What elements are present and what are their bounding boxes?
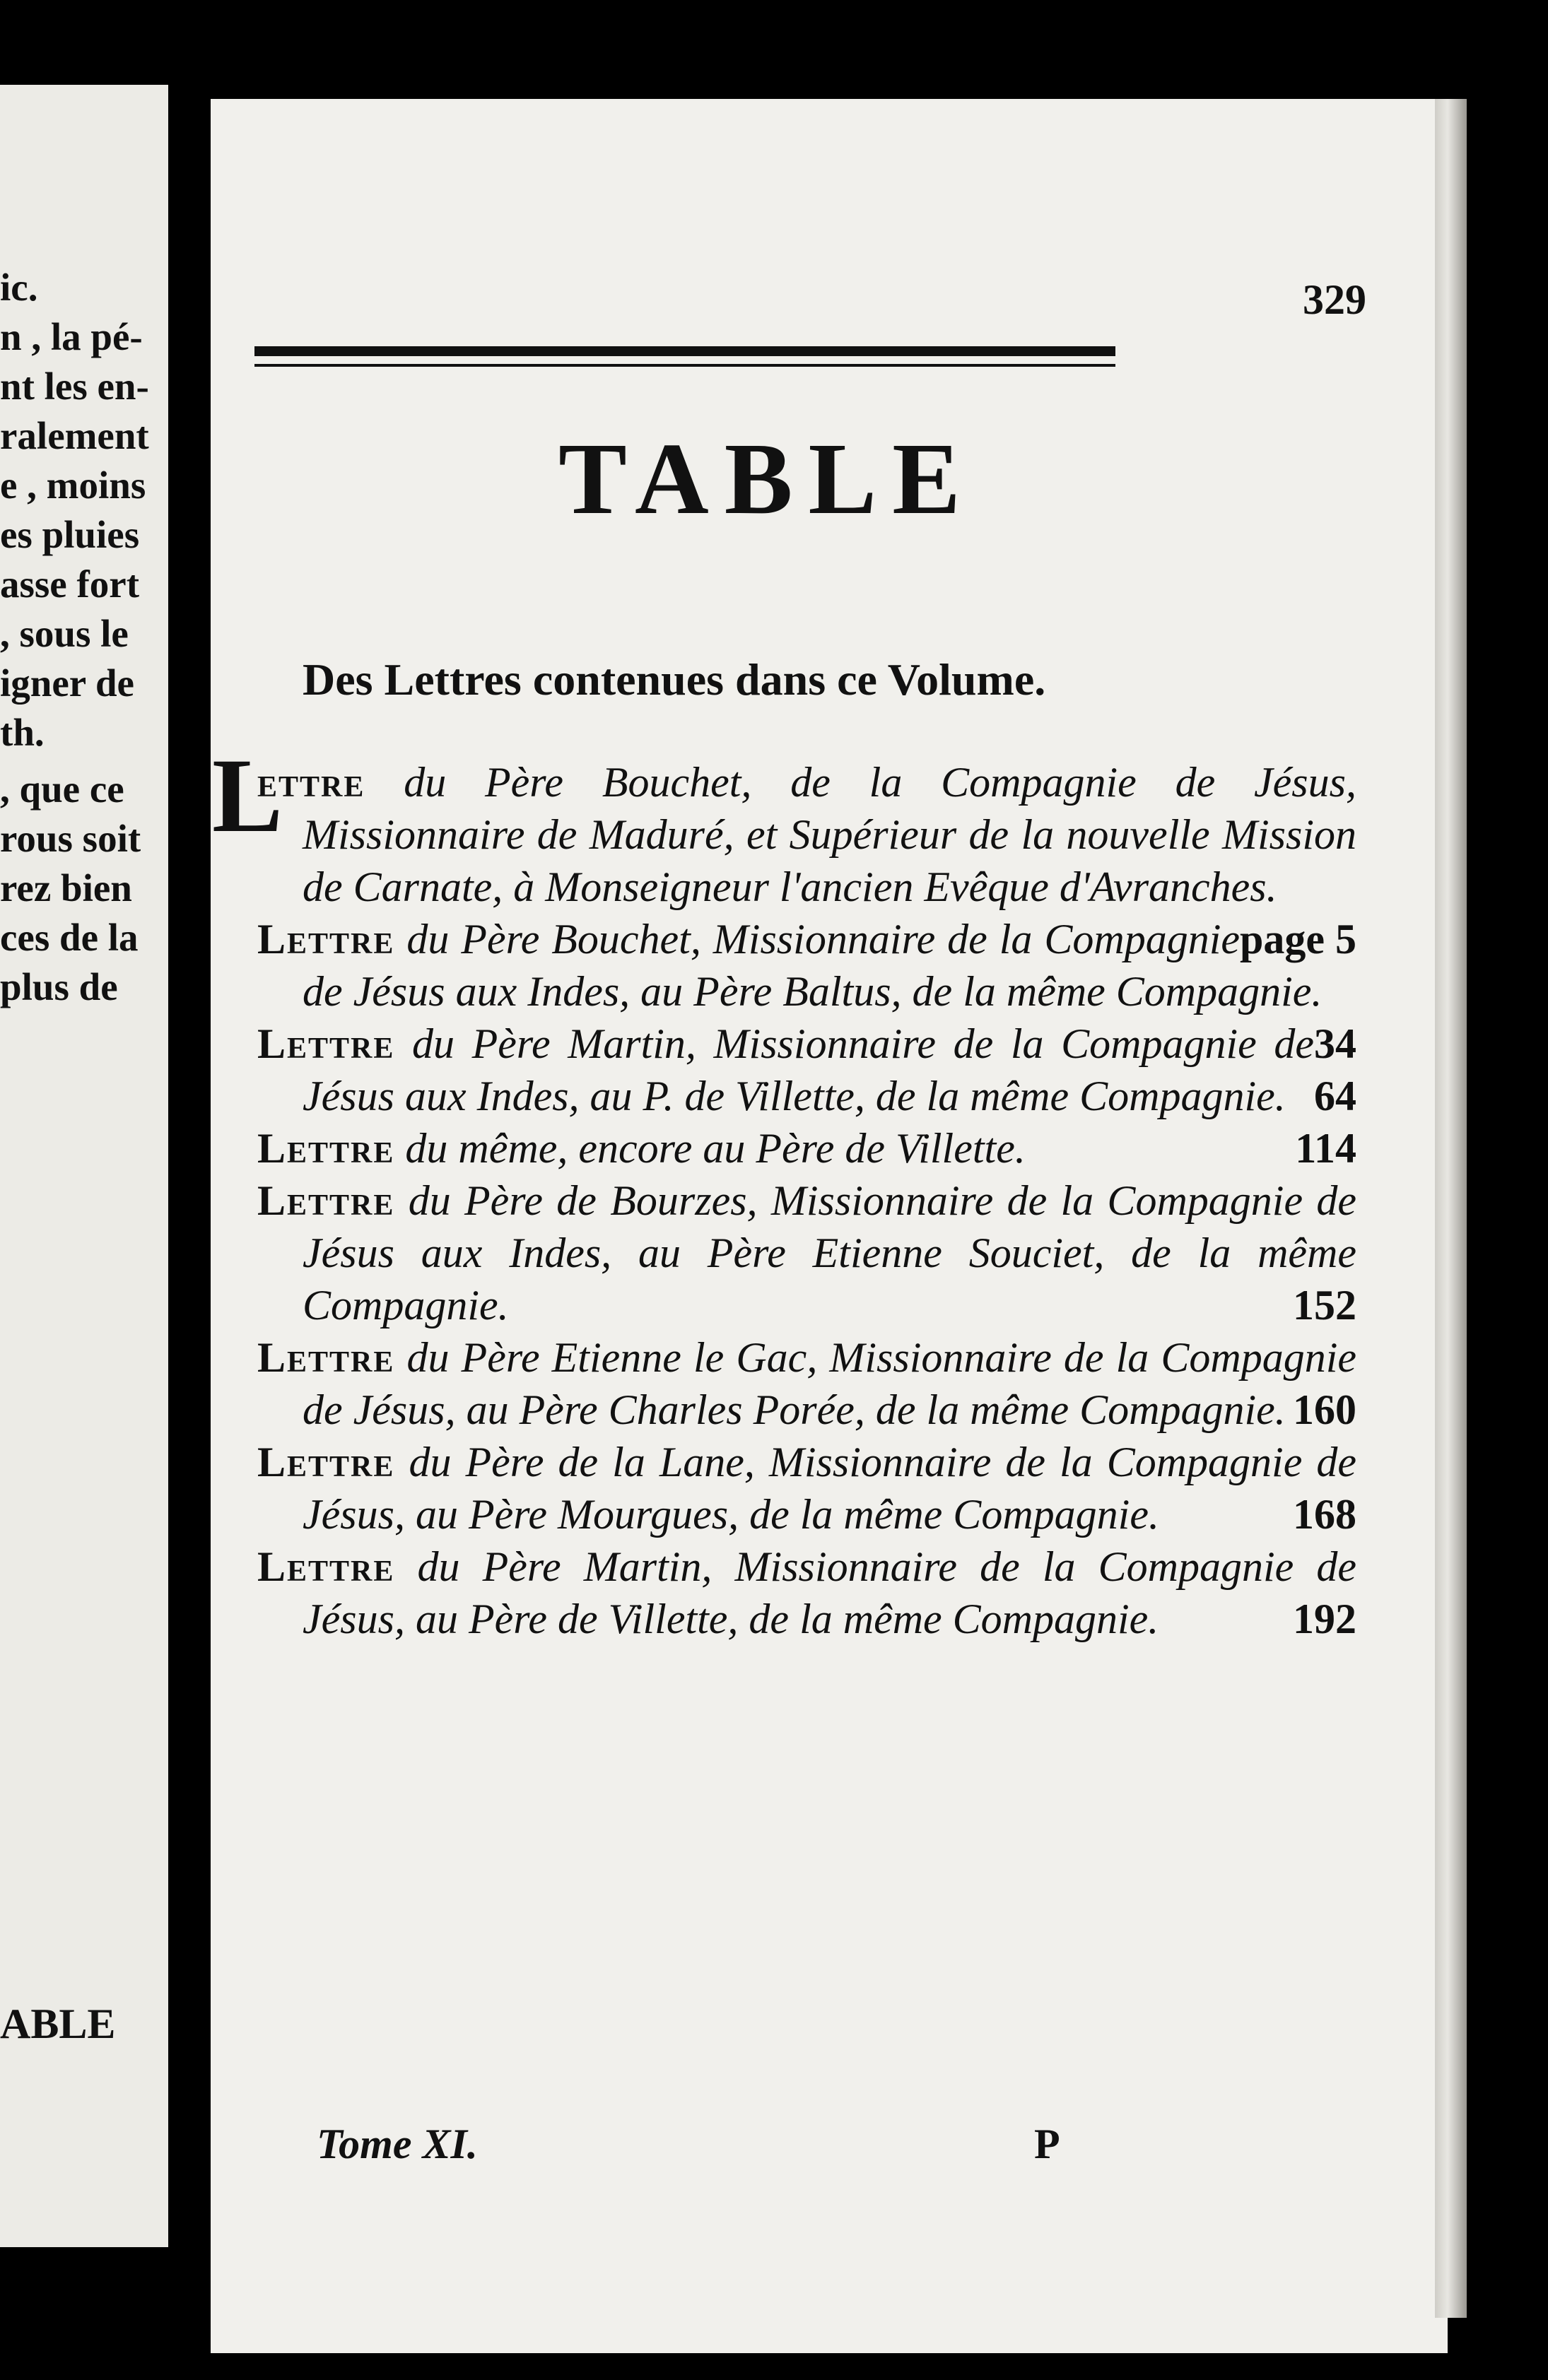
toc-entry-lettre: Lettre (257, 1125, 395, 1172)
toc-entry-text: du Père Bouchet, de la Compagnie de Jésus, Missionnaire de Maduré, et Supérieur de la nouvelle Mission de Carnate, à Monseigneur l'ancien Evêque d'Avranches. (303, 759, 1356, 910)
toc-entry-page: 160 (1293, 1386, 1356, 1433)
toc-entry (257, 1540, 1356, 1645)
left-page (0, 85, 168, 2247)
page-footer (317, 2120, 1165, 2169)
left-page-line: ces de la (0, 916, 139, 959)
toc-entry-text: du même, encore au Père de Villette. (405, 1125, 1026, 1172)
drop-cap: L (212, 737, 283, 854)
toc-entry (257, 1331, 1356, 1436)
toc-entry (257, 913, 1356, 1067)
left-page-line: e , moins (0, 464, 146, 507)
left-page-line: , que ce (0, 767, 124, 811)
toc-entry-lettre: Lettre (257, 1177, 395, 1224)
left-page-line: rous soit (0, 817, 141, 860)
toc-entry (257, 1018, 1356, 1122)
toc-entry (257, 1122, 1356, 1174)
toc-entry-lettre: Lettre (257, 916, 395, 962)
page-number: 329 (1303, 276, 1366, 323)
left-page-line: rez bien (0, 866, 132, 909)
left-page-catchword: ABLE (0, 2001, 116, 2047)
header-rule-thin (254, 364, 1115, 367)
toc-entry-text: du Père de la Lane, Missionnaire de la Compagnie de Jésus, au Père Mourgues, de la même Compagnie. (303, 1439, 1356, 1538)
left-page-line: n , la pé- (0, 315, 143, 358)
header-rule (254, 346, 1115, 356)
toc-entry-page: page 5 (1240, 916, 1356, 962)
right-page (211, 99, 1448, 2353)
toc-entry-lettre: Lettre (257, 1439, 395, 1485)
toc-entry-text: du Père Martin, Missionnaire de la Compagnie de Jésus aux Indes, au P. de Villette, de la même Compagnie. (303, 1020, 1314, 1119)
toc-entry-page: 152 (1293, 1282, 1356, 1329)
table-of-contents (212, 737, 1357, 1645)
toc-entry-text: du Père Bouchet, Missionnaire de la Compagnie de Jésus aux Indes, au Père Baltus, de la même Compagnie. (303, 916, 1323, 1015)
toc-entry-page: 34 (1314, 1020, 1356, 1067)
toc-entry-page: 114 (1295, 1125, 1356, 1172)
toc-entry-text: du Père de Bourzes, Missionnaire de la Compagnie de Jésus aux Indes, au Père Etienne Souciet, de la même Compagnie. (303, 1177, 1357, 1329)
left-page-line: nt les en- (0, 365, 149, 408)
toc-entry-lettre: Lettre (257, 1020, 395, 1067)
toc-entry-page: 64 (1314, 1073, 1356, 1119)
toc-entry-text: du Père Etienne le Gac, Missionnaire de la Compagnie de Jésus, au Père Charles Porée, de la même Compagnie. (303, 1334, 1356, 1433)
toc-entry-page: 168 (1293, 1491, 1356, 1538)
toc-entry-lettre: ettre (257, 759, 365, 806)
toc-entry-page: 192 (1293, 1596, 1356, 1642)
toc-entry-lettre: Lettre (257, 1543, 395, 1590)
page-subtitle: Des Lettres contenues dans ce Volume. (303, 654, 1046, 705)
left-page-line: , sous le (0, 612, 129, 655)
left-page-line: es pluies (0, 513, 140, 556)
toc-entry-text: du Père Martin, Missionnaire de la Compagnie de Jésus, au Père de Villette, de la même Compagnie. (303, 1543, 1356, 1642)
left-page-line: igner de (0, 661, 134, 705)
volume-label: Tome XI. (317, 2121, 478, 2167)
left-page-line: th. (0, 711, 45, 754)
left-page-line: ralement (0, 414, 149, 457)
page-title: TABLE (558, 423, 976, 536)
toc-entry-lettre: Lettre (257, 1334, 395, 1381)
left-page-line: plus de (0, 965, 118, 1008)
toc-entry (257, 1436, 1356, 1540)
page-edge (1435, 99, 1467, 2318)
left-page-line: asse fort (0, 562, 140, 606)
signature-mark: P (1034, 2121, 1060, 2167)
left-page-line: ic. (0, 266, 38, 309)
toc-entry (257, 1174, 1356, 1331)
toc-entry (212, 737, 1356, 962)
